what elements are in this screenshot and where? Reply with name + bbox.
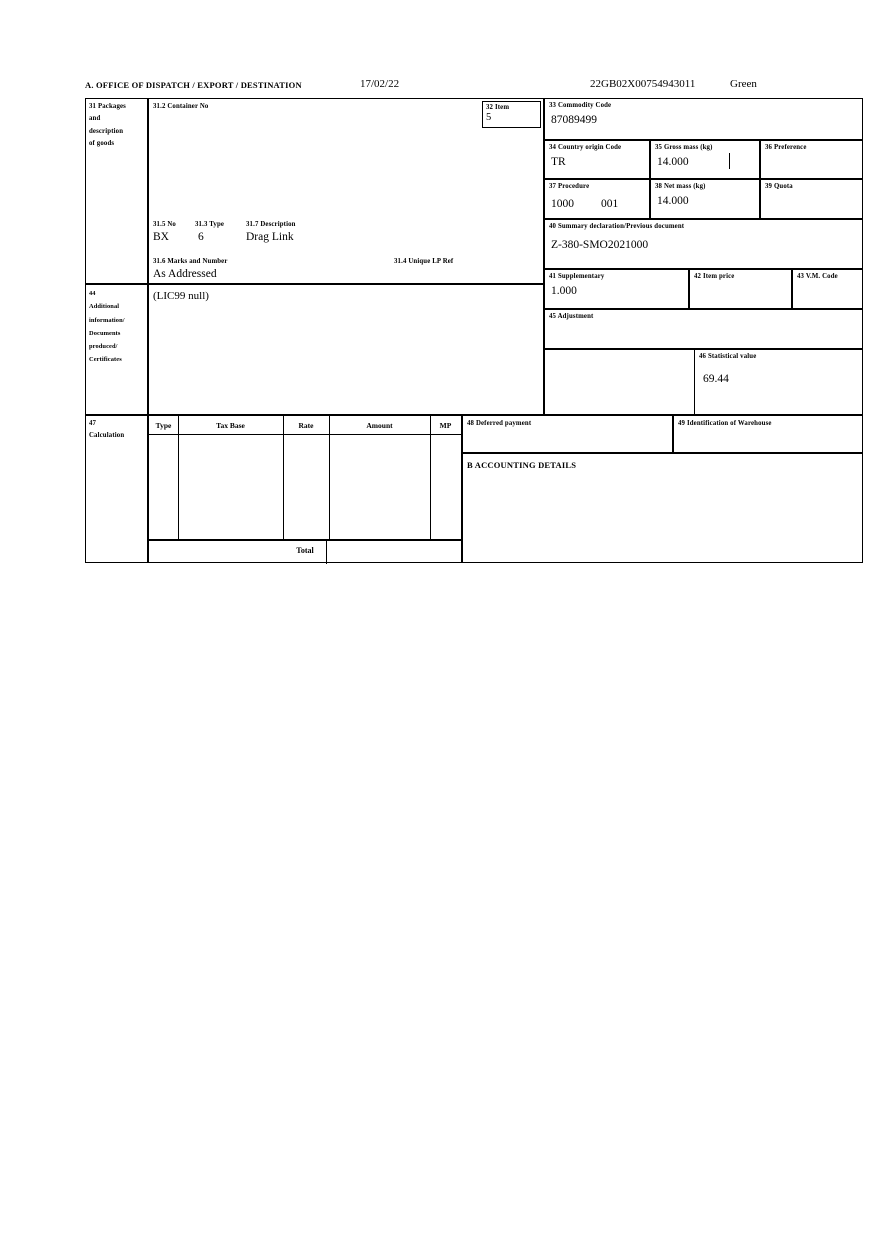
box-37-value-a: 1000 xyxy=(551,198,574,210)
box-42-label: 42 Item price xyxy=(694,273,735,280)
box-45-adjustment xyxy=(544,309,863,349)
calc-divider-3 xyxy=(329,416,330,541)
box-43-label: 43 V.M. Code xyxy=(797,273,838,280)
box-36-label: 36 Preference xyxy=(765,144,807,151)
package-no-value: BX xyxy=(153,231,169,243)
box-43-vm-code xyxy=(792,269,863,309)
box-38-value: 14.000 xyxy=(657,195,689,208)
calc-col-rate: Rate xyxy=(298,421,314,430)
box-44-label-line-5: produced/ xyxy=(89,343,118,351)
box-46-dotted-divider xyxy=(544,349,546,415)
box-39-value xyxy=(761,191,862,195)
box-46-value: 69.44 xyxy=(703,373,729,386)
office-of-dispatch-label: A. OFFICE OF DISPATCH / EXPORT / DESTINATION xyxy=(85,80,302,90)
box-b-accounting-details xyxy=(462,453,863,563)
box-37-procedure xyxy=(544,179,650,219)
box-49-label: 49 Identification of Warehouse xyxy=(678,420,772,427)
box-46-statistical-value xyxy=(694,349,863,415)
box-44-label-line-6: Certificates xyxy=(89,356,122,364)
box-44-additional-information-area xyxy=(148,284,544,415)
box-47-label-line-1: 47 xyxy=(89,420,97,427)
calculation-table xyxy=(148,415,462,540)
box-31-label-line-4: of goods xyxy=(89,140,115,148)
calc-col-amount: Amount xyxy=(366,421,393,430)
box-44-value: (LIC99 null) xyxy=(153,290,209,302)
goods-description-value: Drag Link xyxy=(246,231,294,243)
box-35-label: 35 Gross mass (kg) xyxy=(655,144,713,151)
box-31-label-line-2: and xyxy=(89,115,101,123)
box-41-value: 1.000 xyxy=(551,285,577,298)
box-35-value: 14.000 xyxy=(657,156,689,169)
box-34-country-origin-code xyxy=(544,140,650,179)
unique-lp-ref-label: 31.4 Unique LP Ref xyxy=(394,258,454,265)
box-34-label: 34 Country origin Code xyxy=(549,144,622,151)
box-40-value: Z-380-SMO2021000 xyxy=(551,239,649,252)
box-38-net-mass xyxy=(650,179,760,219)
box-48-deferred-payment xyxy=(462,415,673,453)
document-header xyxy=(85,80,863,94)
box-42-item-price xyxy=(689,269,792,309)
box-47-label-line-2: Calculation xyxy=(89,432,125,440)
box-39-quota xyxy=(760,179,863,219)
box-39-label: 39 Quota xyxy=(765,183,793,190)
box-40-label: 40 Summary declaration/Previous document xyxy=(549,223,685,230)
box-37-label: 37 Procedure xyxy=(549,183,590,190)
box-32-label: 32 Item xyxy=(486,104,510,111)
calc-divider-1 xyxy=(178,416,179,541)
calculation-total-label: Total xyxy=(296,546,314,555)
package-no-label: 31.5 No xyxy=(153,221,176,228)
marks-and-number-value: As Addressed xyxy=(153,268,217,280)
package-type-label: 31.3 Type xyxy=(195,221,225,228)
box-42-value xyxy=(690,281,791,285)
movement-reference-number: 22GB02X00754943011 xyxy=(590,78,696,90)
box-33-value: 87089499 xyxy=(551,114,597,127)
box-37-value-b: 001 xyxy=(601,198,619,210)
box-44-label-line-2: Additional xyxy=(89,303,120,311)
box-45-label: 45 Adjustment xyxy=(549,313,594,320)
box-34-value: TR xyxy=(551,156,566,169)
box-35-divider xyxy=(729,153,730,169)
box-41-supplementary xyxy=(544,269,689,309)
box-32-item xyxy=(482,101,541,128)
box-43-value xyxy=(793,281,862,285)
box-47-calculation-label xyxy=(85,415,148,563)
box-33-label: 33 Commodity Code xyxy=(549,102,612,109)
box-46-label: 46 Statistical value xyxy=(699,353,757,360)
box-41-label: 41 Supplementary xyxy=(549,273,605,280)
box-44-label-line-3: information/ xyxy=(89,316,125,324)
box-40-summary-declaration xyxy=(544,219,863,269)
calc-divider-2 xyxy=(283,416,284,541)
calc-col-tax-base: Tax Base xyxy=(216,421,245,430)
box-31-packages-label xyxy=(85,98,148,284)
box-49-identification-of-warehouse xyxy=(673,415,863,453)
routing-lane: Green xyxy=(730,78,757,90)
box-35-gross-mass xyxy=(650,140,760,179)
container-no-label: 31.2 Container No xyxy=(153,103,209,110)
box-33-commodity-code xyxy=(544,98,863,140)
calculation-total-bar xyxy=(148,540,462,563)
package-type-value: 6 xyxy=(198,231,204,243)
box-31-label-line-1: 31 Packages xyxy=(89,103,126,110)
box-38-label: 38 Net mass (kg) xyxy=(655,183,706,190)
box-b-label: B ACCOUNTING DETAILS xyxy=(467,460,577,470)
calc-col-mp: MP xyxy=(439,421,452,430)
box-44-additional-information-label xyxy=(85,284,148,415)
box-44-label-line-1: 44 xyxy=(89,290,96,297)
marks-and-number-label: 31.6 Marks and Number xyxy=(153,258,228,265)
calc-divider-4 xyxy=(430,416,431,541)
box-36-preference xyxy=(760,140,863,179)
box-32-value: 5 xyxy=(486,112,492,124)
calc-col-type: Type xyxy=(155,421,172,430)
box-48-label: 48 Deferred payment xyxy=(467,420,532,427)
box-44-label-line-4: Documents xyxy=(89,329,121,337)
box-31-label-line-3: description xyxy=(89,127,124,135)
goods-description-label: 31.7 Description xyxy=(246,221,296,228)
box-36-value xyxy=(761,152,862,156)
declaration-date: 17/02/22 xyxy=(360,78,400,90)
